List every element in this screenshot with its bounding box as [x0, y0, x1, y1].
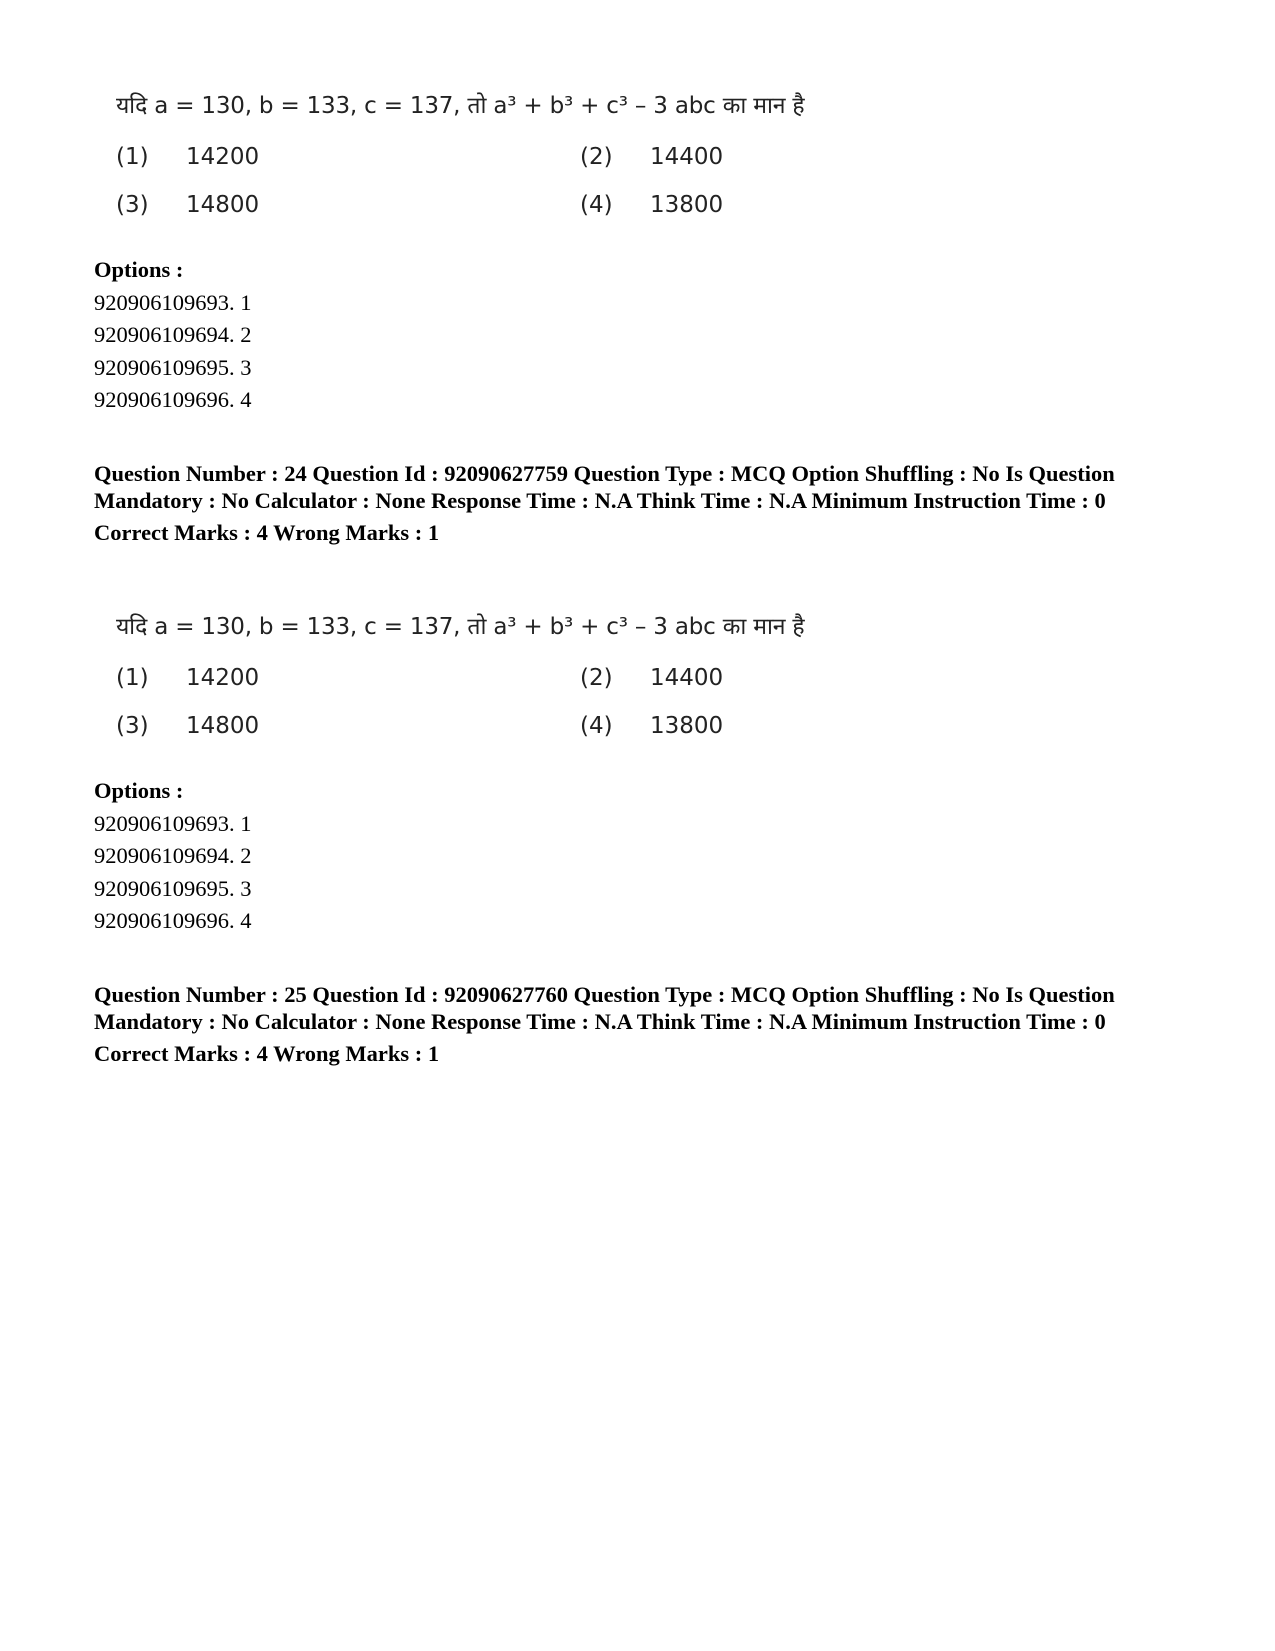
option-id-line: 920906109696. 4	[94, 387, 252, 413]
option-value: 14200	[186, 144, 260, 170]
question-stem: यदि a = 130, b = 133, c = 137, तो a³ + b³ + c³ – 3 abc का मान है	[116, 93, 805, 119]
option-4	[580, 713, 723, 739]
option-id-line: 920906109695. 3	[94, 354, 252, 380]
option-3	[116, 713, 259, 739]
option-id-line: 920906109695. 3	[94, 875, 252, 901]
option-id-line: 920906109693. 1	[94, 289, 252, 315]
option-value: 13800	[650, 713, 724, 739]
option-3	[116, 192, 259, 218]
option-number: (2)	[580, 144, 613, 170]
option-number: (1)	[116, 144, 149, 170]
option-number: (1)	[116, 665, 149, 691]
option-id-line: 920906109694. 2	[94, 843, 252, 869]
option-number: (4)	[580, 192, 613, 218]
option-value: 14400	[650, 144, 724, 170]
question-header-24	[94, 461, 1184, 546]
option-2	[580, 665, 723, 691]
option-id-line: 920906109696. 4	[94, 908, 252, 934]
option-1	[116, 665, 259, 691]
question-stem: यदि a = 130, b = 133, c = 137, तो a³ + b³ + c³ – 3 abc का मान है	[116, 614, 805, 640]
option-4	[580, 192, 723, 218]
option-value: 14400	[650, 665, 724, 691]
question-meta: Question Number : 24 Question Id : 92090627759 Question Type : MCQ Option Shuffling : No Is Question Mandatory : No Calculator : None Response Time : N.A Think Time : N.A Minimum Instruction Time : 0	[94, 461, 1115, 513]
question-marks: Correct Marks : 4 Wrong Marks : 1	[94, 520, 440, 545]
options-list-2	[94, 775, 1184, 938]
option-value: 14800	[186, 713, 260, 739]
question-header-25	[94, 982, 1184, 1067]
option-number: (4)	[580, 713, 613, 739]
question-meta: Question Number : 25 Question Id : 92090627760 Question Type : MCQ Option Shuffling : No Is Question Mandatory : No Calculator : None Response Time : N.A Think Time : N.A Minimum Instruction Time : 0	[94, 982, 1115, 1034]
option-id-line: 920906109694. 2	[94, 322, 252, 348]
options-list-1	[94, 254, 1184, 417]
option-2	[580, 144, 723, 170]
option-number: (3)	[116, 713, 149, 739]
option-value: 13800	[650, 192, 724, 218]
option-number: (2)	[580, 665, 613, 691]
question-marks: Correct Marks : 4 Wrong Marks : 1	[94, 1041, 440, 1066]
option-number: (3)	[116, 192, 149, 218]
option-1	[116, 144, 259, 170]
option-id-line: 920906109693. 1	[94, 810, 252, 836]
options-heading: Options :	[94, 778, 184, 803]
options-heading: Options :	[94, 257, 184, 282]
option-value: 14800	[186, 192, 260, 218]
option-value: 14200	[186, 665, 260, 691]
